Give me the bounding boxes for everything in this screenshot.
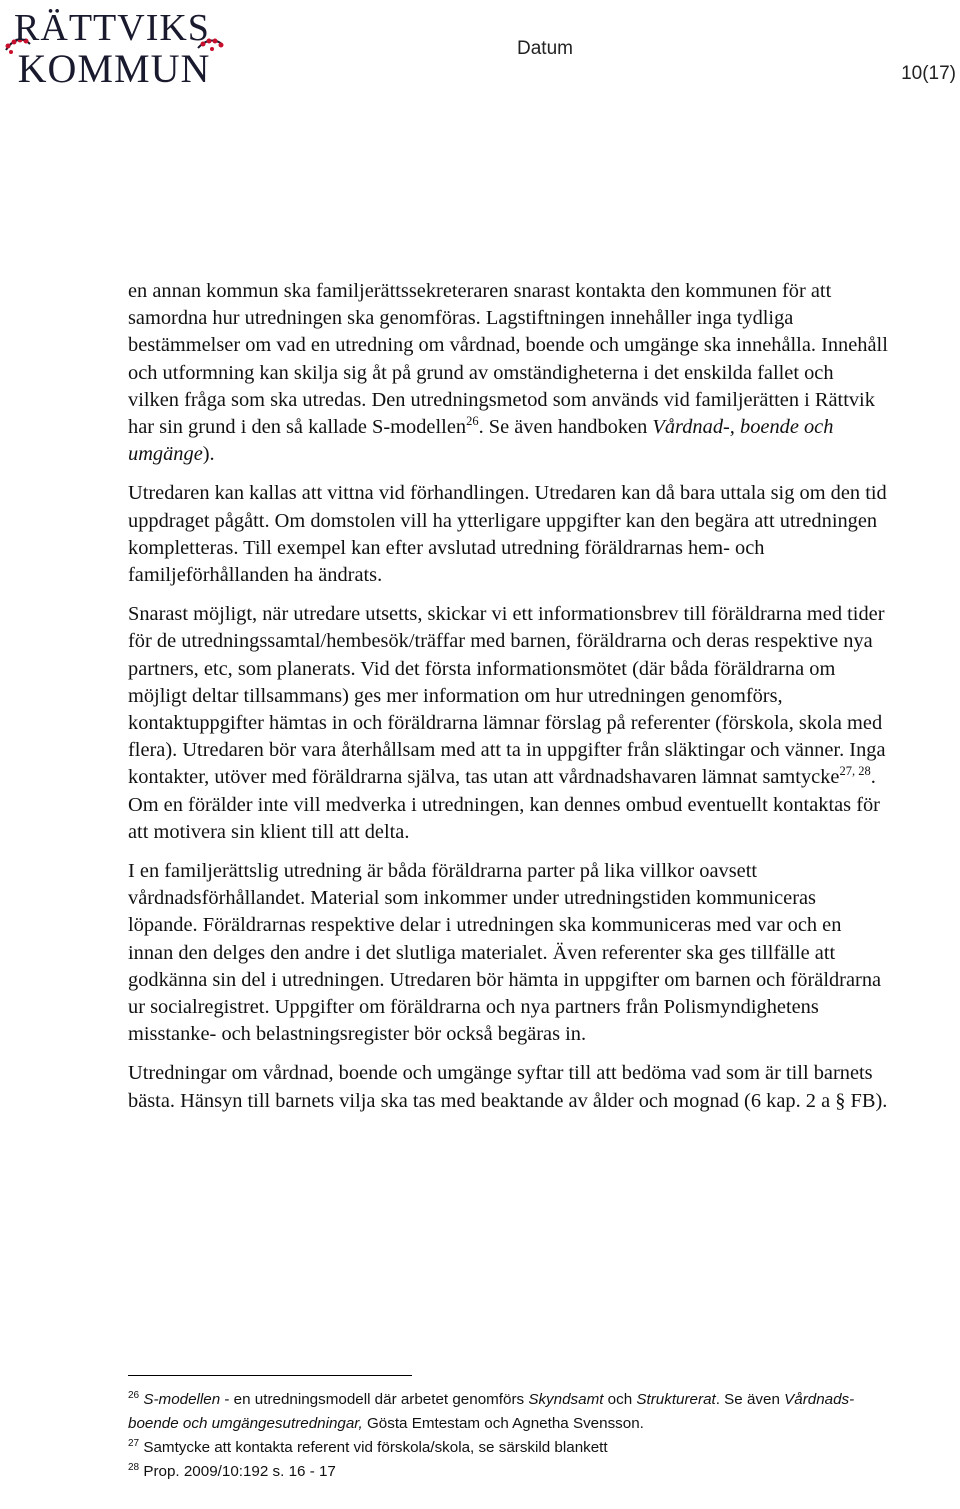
paragraph-4: I en familjerättslig utredning är båda föräldrarna parter på lika villkor oavsett vårdnadsförhållandet. Material som inkommer under utredningstiden kommuniceras löpande. Föräldrarnas respektive delar i utredningen ska kommuniceras med var och en innan den delges den andre i det slutliga materialet. Även referenter ska ges tillfälle att godkänna sin del i utredningen. Utredaren bör hämta in uppgifter om barnen och föräldrarna ur socialregistret. Uppgifter om föräldrarna och nya partners från Polismyndighetens misstanke- och belastningsregister bör också begäras in. (128, 860, 882, 1046)
footnote-ref-26: 26 (466, 414, 479, 429)
handbook-title: Vårdnad-, boende och umgänge (128, 416, 834, 466)
fn26-italic-1: S-modellen (143, 1391, 221, 1408)
paragraph-2: Utredaren kan kallas att vittna vid förhandlingen. Utredaren kan då bara uttala sig om den tid uppdraget pågått. Om domstolen vill ha ytterligare uppgifter kan den begära att utredningen kompletteras. Till exempel kan efter avslutad utredning föräldrarnas hem- och familjeförhållanden ha ändrats. (128, 482, 887, 587)
footnote-26-number: 26 (128, 1390, 140, 1401)
footnote-28 (128, 1460, 888, 1484)
paragraph-1 (128, 278, 888, 468)
rattviks-kommun-logo (0, 4, 230, 86)
footnote-separator (128, 1375, 412, 1376)
fn26-text-2: och (603, 1391, 637, 1408)
document-body (128, 278, 888, 1127)
footnote-26 (128, 1388, 888, 1436)
footnote-ref-27-28: 27, 28 (839, 764, 871, 779)
fn26-text-4: Gösta Emtestam och Agnetha Svensson. (362, 1415, 644, 1432)
header-date-label: Datum (517, 38, 573, 59)
paragraph-3-text: Snarast möjligt, när utredare utsetts, skickar vi ett informationsbrev till föräldrarna med tider för de utredningssamtal/hembesök/träffar med barnen, föräldrarna och deras respektive nya partners, etc, som planerats. Vid det första informationsmötet (där båda föräldrarna om möjligt deltar tillsammans) ges mer information om hur utredningen genomförs, kontaktuppgifter hämtas in och föräldrarna lämnar förslag på referenter (förskola, skola med flera). Utredaren bör vara återhållsam med att ta in uppgifter från släktingar och vänner. Inga kontakter, utöver med föräldrarna själva, tas utan att vårdnadshavaren lämnat samtycke (128, 603, 886, 789)
footnote-27 (128, 1436, 888, 1460)
footnote-27-number: 27 (128, 1438, 140, 1449)
logo-line2: KOMMUN (17, 46, 211, 86)
fn26-italic-3: Strukturerat (636, 1391, 716, 1408)
fn26-text-1: - en utredningsmodell där arbetet genomförs (220, 1391, 529, 1408)
fn27-text: Samtycke att kontakta referent vid förskola/skola, se särskild blankett (139, 1439, 608, 1456)
paragraph-5: Utredningar om vårdnad, boende och umgänge syftar till att bedöma vad som är till barnets bästa. Hänsyn till barnets vilja ska tas med beaktande av ålder och mognad (6 kap. 2 a § FB). (128, 1062, 888, 1112)
paragraph-1-text-b: . Se även handboken (478, 416, 653, 439)
fn26-text-3: . Se även (715, 1391, 785, 1408)
paragraph-3 (128, 601, 888, 846)
fn28-text: Prop. 2009/10:192 s. 16 - 17 (139, 1463, 336, 1480)
paragraph-1-text-c: ). (202, 443, 215, 466)
footnote-28-number: 28 (128, 1462, 140, 1473)
fn26-italic-2: Skyndsamt (528, 1391, 604, 1408)
paragraph-3-text-b: . Om en förälder inte vill medverka i utredningen, kan dennes ombud eventuellt kontaktas för att motivera sin klient till att delta. (128, 766, 880, 843)
paragraph-1-text: en annan kommun ska familjerättssekreteraren snarast kontakta den kommunen för att samordna hur utredningen ska genomföras. Lagstiftningen innehåller inga tydliga bestämmelser om vad en utredning om vårdnad, boende och umgänge ska innehålla. Innehåll och utformning kan skilja sig åt på grund av omständigheterna i det enskilda fallet och vilken fråga som ska utredas. Den utredningsmetod som används vid familjerätten i Rättvik har sin grund i den så kallade S-modellen (128, 280, 888, 439)
page-number: 10(17) (901, 63, 956, 84)
footnotes (128, 1388, 888, 1484)
fn26-italic-4: Vårdnads- boende och umgängesutredningar, (128, 1391, 855, 1432)
logo-graphic (0, 4, 230, 86)
logo-line1: RÄTTVIKS (14, 7, 210, 49)
